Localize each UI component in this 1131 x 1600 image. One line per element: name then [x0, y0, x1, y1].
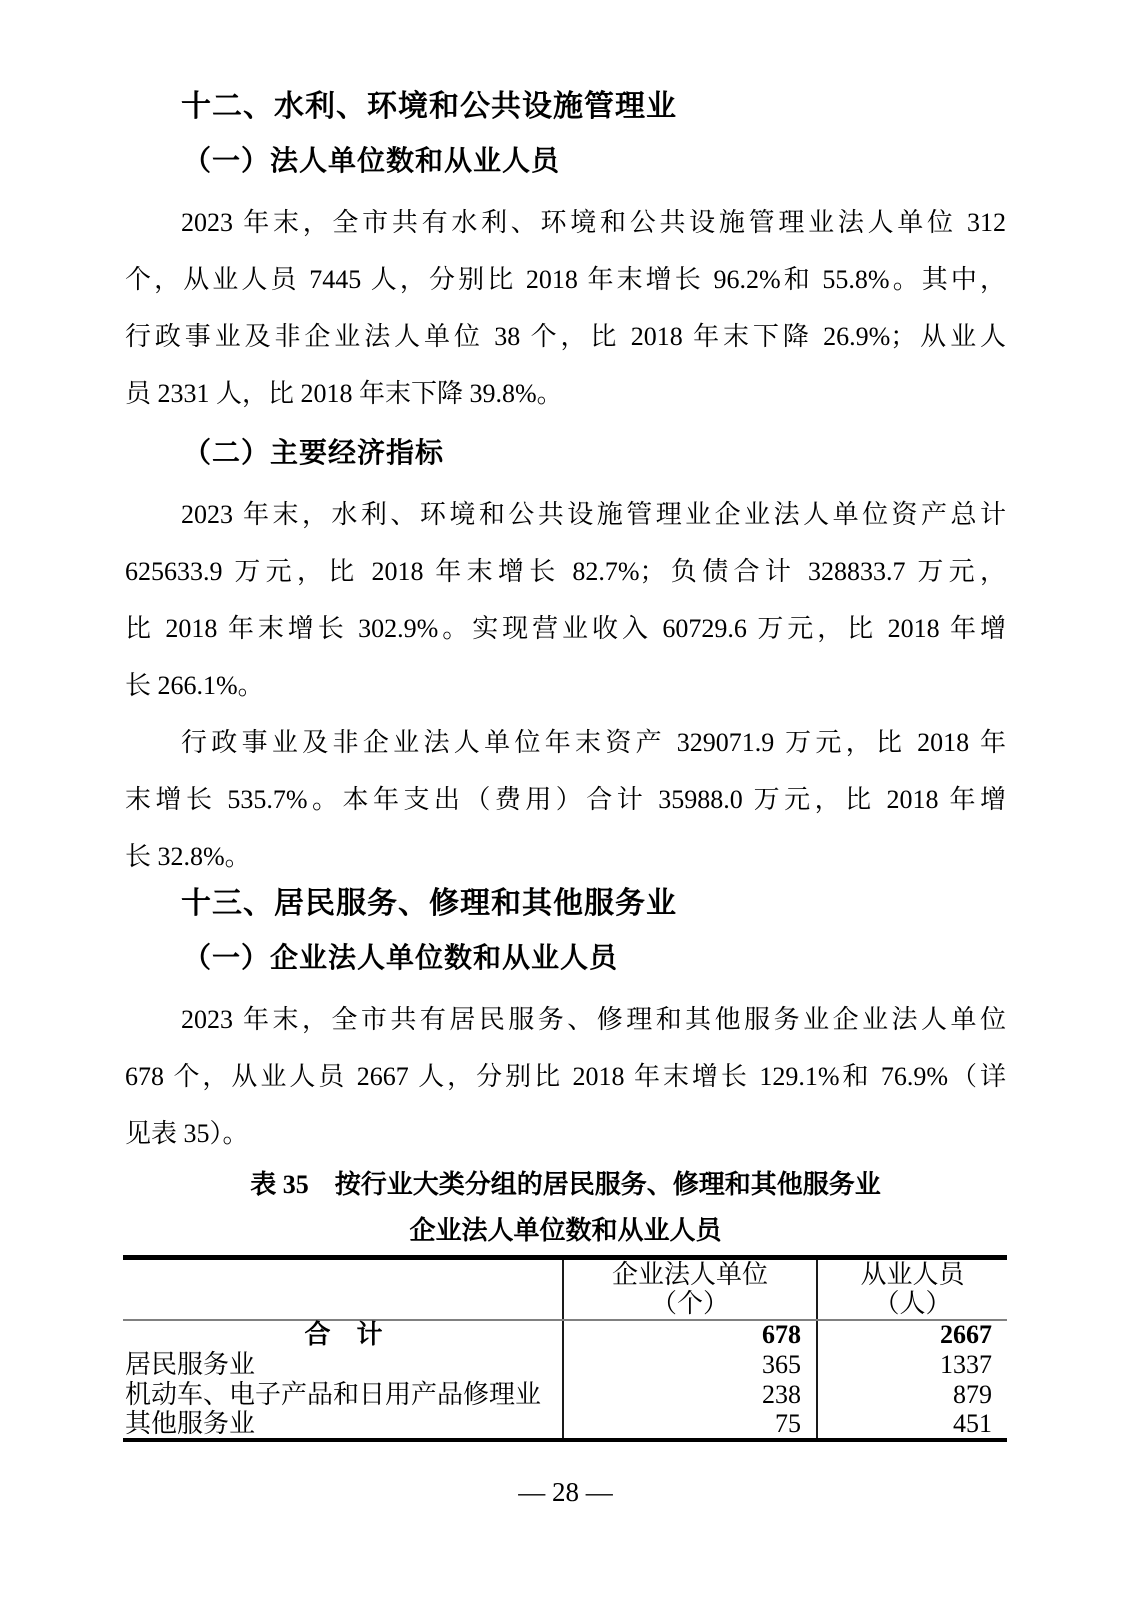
row-label: 其他服务业: [125, 1408, 256, 1438]
table-header-units-line-1: 企业法人单位: [611, 1260, 768, 1290]
row-label: 机动车、电子产品和日用产品修理业: [125, 1379, 542, 1409]
table-header-persons-line-1: 从业人员: [860, 1260, 965, 1290]
section-12-subheading-1: （一）法人单位数和从业人员: [183, 146, 561, 177]
text-line: 比 2018 年末增长 302.9%。实现营业收入 60729.6 万元，比 2018 年增: [125, 614, 1006, 643]
table-row: [123, 1410, 1007, 1440]
section-12-paragraph-2: [125, 486, 1006, 714]
text-line: 行政事业及非企业法人单位年末资产 329071.9 万元，比 2018 年: [181, 728, 1006, 757]
text-line: 长 266.1%。: [125, 671, 264, 700]
table-header-persons-line-2: （人）: [873, 1289, 952, 1319]
row-units-value: 75: [563, 1410, 817, 1440]
text-line: 行政事业及非企业法人单位 38 个，比 2018 年末下降 26.9%；从业人: [125, 322, 1006, 351]
page-number: — 28 —: [518, 1476, 613, 1507]
row-units-value: 238: [563, 1380, 817, 1410]
table-35-title-line-2: 企业法人单位数和从业人员: [409, 1216, 722, 1245]
table-header-persons: [817, 1258, 1007, 1320]
section-12-paragraph-1: [125, 194, 1006, 422]
text-line: 员 2331 人，比 2018 年末下降 39.8%。: [125, 379, 563, 408]
row-units-value: 678: [563, 1320, 817, 1350]
table-header-units: [563, 1258, 817, 1320]
row-label: 合 计: [304, 1320, 383, 1349]
row-persons-value: 1337: [817, 1350, 1007, 1380]
text-line: 2023 年末，全市共有居民服务、修理和其他服务业企业法人单位: [181, 1005, 1006, 1034]
text-line: 2023 年末，水利、环境和公共设施管理业企业法人单位资产总计: [181, 500, 1006, 529]
text-line: 625633.9 万元，比 2018 年末增长 82.7%；负债合计 328833.7 万元，: [125, 557, 1006, 586]
row-persons-value: 451: [817, 1410, 1007, 1440]
table-row-total: [123, 1320, 1007, 1350]
table-35-title-line-1: 表 35 按行业大类分组的居民服务、修理和其他服务业: [250, 1170, 881, 1199]
row-persons-value: 879: [817, 1380, 1007, 1410]
section-12-heading: 十二、水利、环境和公共设施管理业: [181, 90, 677, 123]
row-units-value: 365: [563, 1350, 817, 1380]
text-line: 末增长 535.7%。本年支出（费用）合计 35988.0 万元，比 2018 年增: [125, 785, 1006, 814]
table-35: [123, 1255, 1007, 1442]
text-line: 2023 年末，全市共有水利、环境和公共设施管理业法人单位 312: [181, 208, 1006, 237]
section-13-heading: 十三、居民服务、修理和其他服务业: [181, 887, 677, 920]
section-12-subheading-2: （二）主要经济指标: [183, 438, 445, 469]
section-13-paragraph-1: [125, 991, 1006, 1162]
table-header-row: [123, 1258, 1007, 1320]
text-line: 个，从业人员 7445 人，分别比 2018 年末增长 96.2%和 55.8%。其中，: [125, 265, 1006, 294]
text-line: 长 32.8%。: [125, 842, 251, 871]
text-line: 见表 35）。: [125, 1119, 249, 1148]
row-label: 居民服务业: [125, 1349, 256, 1379]
row-persons-value: 2667: [817, 1320, 1007, 1350]
table-row: [123, 1350, 1007, 1380]
section-12-paragraph-3: [125, 714, 1006, 885]
table-header-industry: [123, 1258, 563, 1320]
section-13-subheading-1: （一）企业法人单位数和从业人员: [183, 943, 619, 974]
text-line: 678 个，从业人员 2667 人，分别比 2018 年末增长 129.1%和 76.9%（详: [125, 1062, 1006, 1091]
table-header-units-line-2: （个）: [650, 1289, 729, 1319]
table-row: [123, 1380, 1007, 1410]
